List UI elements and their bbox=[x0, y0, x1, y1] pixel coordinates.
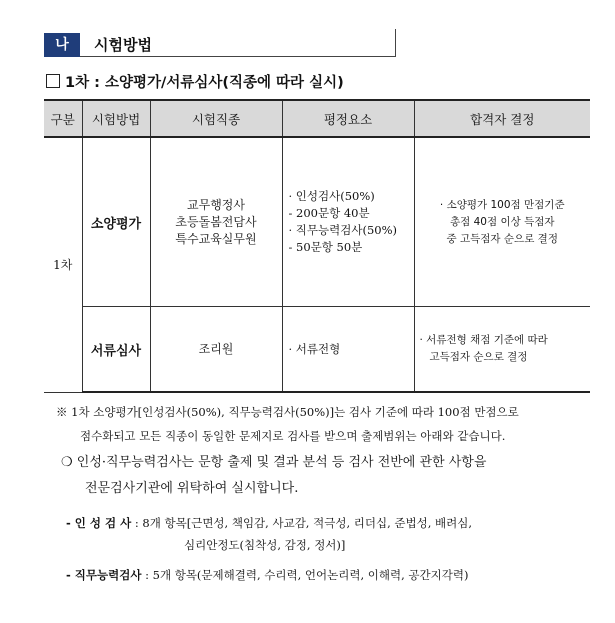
header-stage: 구분 bbox=[44, 100, 82, 137]
header-method: 시험방법 bbox=[82, 100, 150, 137]
elements-cell bbox=[282, 307, 414, 393]
decision-line: 중 고득점자 순으로 결정 bbox=[446, 232, 558, 245]
job-item: 교무행정사 bbox=[187, 197, 245, 212]
decision-line: · 서류전형 채점 기준에 따라 bbox=[419, 334, 548, 346]
section-rule bbox=[395, 29, 396, 57]
element-item: - 50문항 50분 bbox=[288, 240, 363, 254]
jobs-cell bbox=[150, 137, 282, 307]
personality-text: : 8개 항목[근면성, 책임감, 사교감, 적극성, 리더십, 준법성, 배려심, bbox=[131, 516, 473, 530]
personality-label: - 인 성 검 사 bbox=[66, 516, 132, 530]
decision-cell bbox=[414, 307, 590, 393]
personality-text-cont: 심리안정도(침착성, 감정, 정서)] bbox=[184, 538, 346, 552]
bullet-line: 전문검사기관에 위탁하여 실시합니다. bbox=[85, 481, 299, 496]
job-item: 특수교육실무원 bbox=[175, 231, 257, 246]
aptitude-test-item bbox=[66, 564, 600, 586]
bullet-line: ❍ 인성·직무능력검사는 문항 출제 및 결과 분석 등 검사 전반에 관한 사항을 bbox=[61, 455, 487, 470]
method-cell: 소양평가 bbox=[82, 137, 150, 307]
job-item: 조리원 bbox=[198, 341, 234, 356]
note-bullet bbox=[61, 450, 600, 502]
table-row bbox=[44, 307, 590, 393]
decision-line: 총점 40점 이상 득점자 bbox=[449, 215, 555, 228]
aptitude-label: - 직무능력검사 bbox=[66, 568, 142, 582]
section-title: 시험방법 bbox=[94, 36, 152, 54]
method-cell: 서류심사 bbox=[82, 307, 150, 393]
jobs-cell bbox=[150, 307, 282, 393]
section-underline bbox=[80, 56, 396, 57]
exam-method-table bbox=[44, 99, 590, 393]
element-item: - 200문항 40분 bbox=[288, 206, 370, 220]
stage-title bbox=[46, 71, 344, 92]
job-item: 초등돌봄전담사 bbox=[175, 214, 257, 229]
element-item: · 서류전형 bbox=[288, 341, 341, 356]
section-header bbox=[44, 29, 396, 57]
note-line: ※ 1차 소양평가[인성검사(50%), 직무능력검사(50%)]는 검사 기준에 따라 100점 만점으로 bbox=[56, 405, 519, 419]
header-decision: 합격자 결정 bbox=[414, 100, 590, 137]
header-elements: 평정요소 bbox=[282, 100, 414, 137]
elements-cell bbox=[282, 137, 414, 307]
table-row bbox=[44, 137, 590, 307]
checkbox-icon bbox=[46, 74, 60, 88]
table-header-row bbox=[44, 100, 590, 137]
header-jobs: 시험직종 bbox=[150, 100, 282, 137]
element-item: · 직무능력검사(50%) bbox=[288, 223, 397, 237]
element-item: · 인성검사(50%) bbox=[288, 189, 375, 203]
note-reference bbox=[56, 400, 600, 448]
decision-line: · 소양평가 100점 만점기준 bbox=[439, 198, 565, 211]
decision-cell bbox=[414, 137, 590, 307]
note-line: 점수화되고 모든 직종이 동일한 문제지로 검사를 받으며 출제범위는 아래와 같습니다. bbox=[80, 429, 506, 443]
section-badge: 나 bbox=[44, 33, 80, 57]
stage-cell: 1차 bbox=[44, 137, 82, 392]
stage-title-text: 1차 : 소양평가/서류심사(직종에 따라 실시) bbox=[65, 75, 344, 91]
decision-line: 고득점자 순으로 결정 bbox=[429, 351, 528, 363]
personality-test-item bbox=[66, 512, 600, 556]
aptitude-text: : 5개 항목(문제해결력, 수리력, 언어논리력, 이해력, 공간지각력) bbox=[141, 568, 469, 582]
